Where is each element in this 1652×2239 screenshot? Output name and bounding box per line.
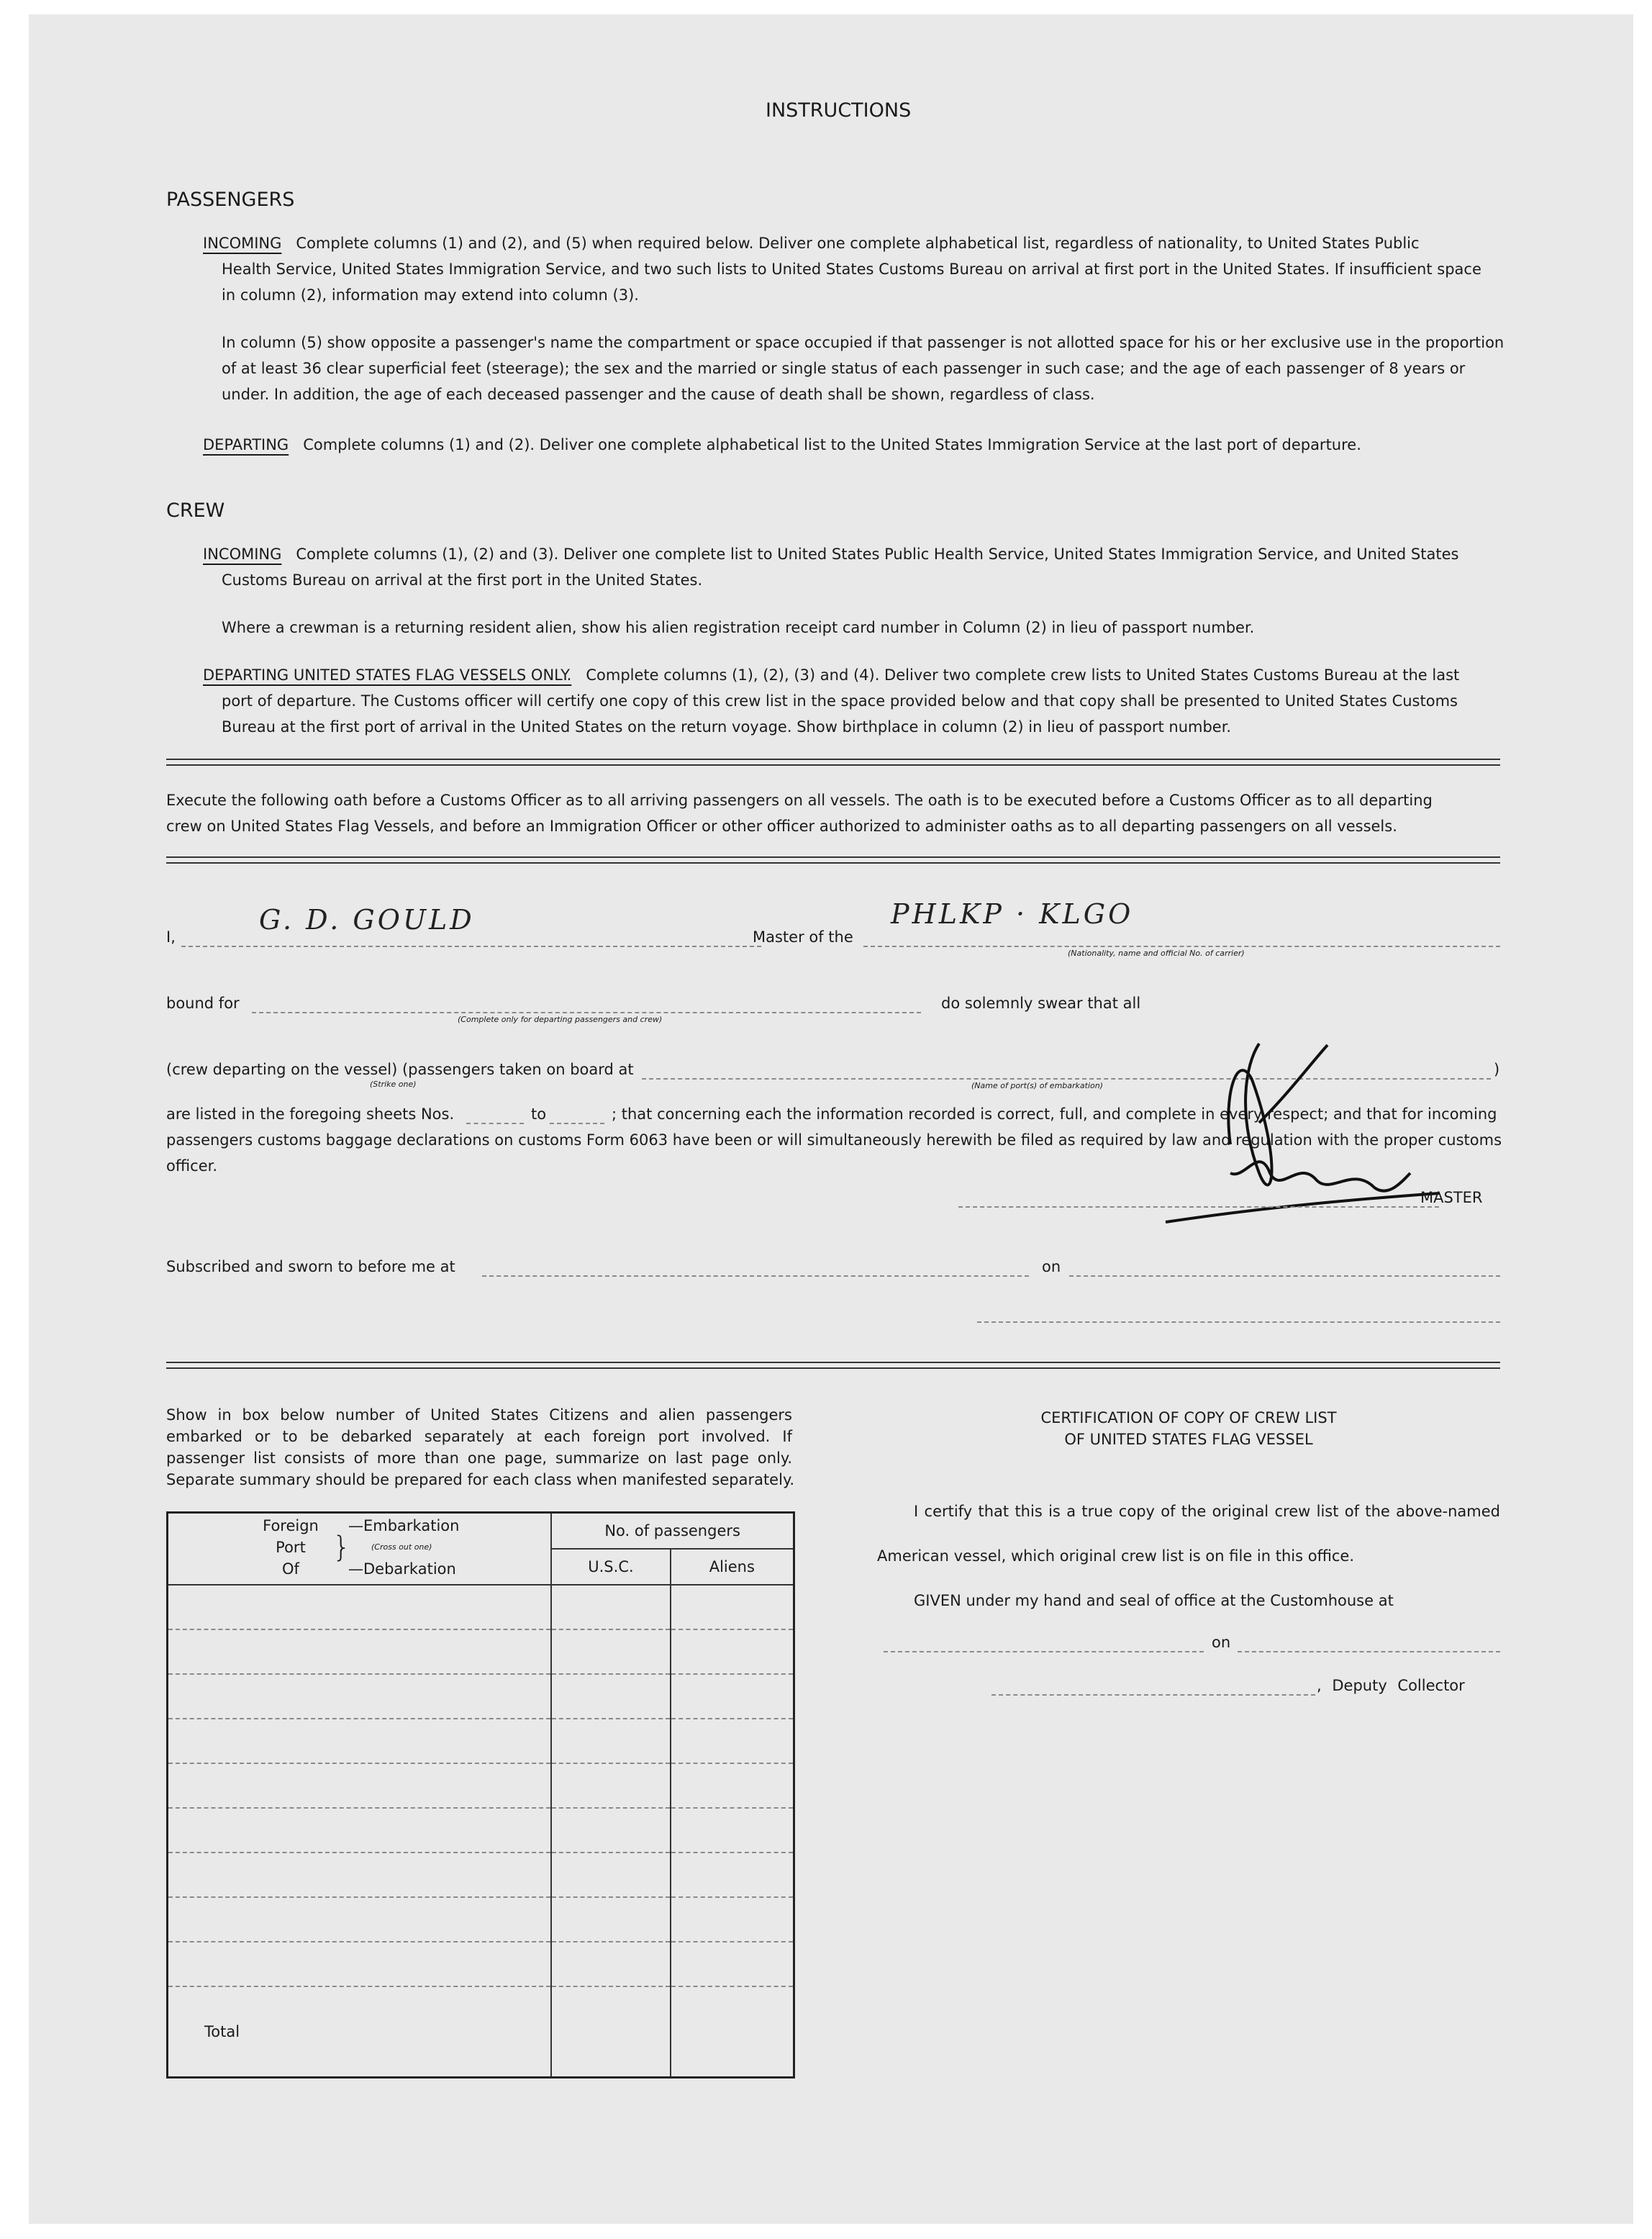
certification-title-line2: OF UNITED STATES FLAG VESSEL (1064, 1431, 1313, 1448)
customhouse-line (884, 1651, 1204, 1652)
oath-i-label: I, (166, 928, 176, 946)
master-name-value: G. D. GOULD (259, 904, 475, 936)
embarkation-label: —Embarkation (348, 1517, 460, 1534)
usc-cell[interactable] (551, 1585, 670, 1629)
aliens-cell[interactable] (671, 1585, 794, 1629)
listed-line3: officer. (166, 1157, 217, 1175)
vessel-caption: (Nationality, name and official No. of carrier) (1068, 949, 1245, 958)
certification-title-line1: CERTIFICATION OF COPY OF CREW LIST (1040, 1409, 1337, 1426)
listed-text: ; that concerning each the information recorded is correct, full, and complete in every respect; and that for incoming (612, 1105, 1497, 1123)
usc-cell[interactable] (551, 1942, 670, 1986)
summary-instr-line4: Separate summary should be prepared for each class when manifested separately. (166, 1471, 795, 1488)
passengers-departing-line (203, 432, 1361, 458)
passengers-col5-line3: under. In addition, the age of each deceased passenger and the cause of death shall be shown, regardless of class. (222, 386, 1095, 403)
crew-heading: CREW (166, 499, 225, 522)
crew-departing-line3: Bureau at the first port of arrival in the United States on the return voyage. Show birthplace in column (2) in lieu of passport number. (222, 718, 1232, 736)
certification-line2: American vessel, which original crew list is on file in this office. (877, 1547, 1355, 1565)
passengers-col5-line1: In column (5) show opposite a passenger's name the compartment or space occupied if that passenger is not allotted space for his or her exclusive use in the proportion (222, 334, 1504, 351)
passengers-incoming-line3: in column (2), information may extend into column (3). (222, 286, 639, 304)
usc-cell[interactable] (551, 1808, 670, 1853)
swear-text: do solemnly swear that all (941, 995, 1141, 1012)
master-signature (1137, 1036, 1453, 1238)
certification-date-line (1238, 1651, 1500, 1652)
usc-cell[interactable] (551, 1897, 670, 1942)
brace-icon: } (332, 1531, 351, 1564)
crew-departing-line1 (203, 662, 1459, 688)
passengers-departing-label: DEPARTING (203, 436, 289, 453)
aliens-cell[interactable] (671, 1808, 794, 1853)
deputy-collector-line (991, 1694, 1315, 1696)
vessel-value: PHLKP · KLGO (891, 898, 1134, 930)
aliens-cell[interactable] (671, 1897, 794, 1942)
master-signature-line (958, 1206, 1439, 1208)
passengers-heading: PASSENGERS (166, 189, 295, 211)
divider (166, 759, 1500, 766)
strike-caption: (Strike one) (370, 1080, 417, 1089)
bound-caption: (Complete only for departing passengers and crew) (458, 1015, 663, 1024)
master-of-label: Master of the (753, 928, 853, 946)
port-row[interactable] (168, 1674, 552, 1719)
oath-intro-line1: Execute the following oath before a Customs Officer as to all arriving passengers on all vessels. The oath is to be executed before a Customs Officer as to all departing (166, 792, 1433, 809)
usc-cell[interactable] (551, 1674, 670, 1719)
sheet-to-line (550, 1123, 604, 1124)
bound-for-label: bound for (166, 995, 240, 1012)
officer-signature-line (977, 1321, 1500, 1323)
certification-line3: GIVEN under my hand and seal of office at the Customhouse at (914, 1592, 1394, 1609)
port-row[interactable] (168, 1897, 552, 1942)
aliens-cell[interactable] (671, 1942, 794, 1986)
of-label: Of (282, 1560, 299, 1578)
foreign-port-header (168, 1513, 552, 1585)
port-row[interactable] (168, 1629, 552, 1674)
port-row[interactable] (168, 1585, 552, 1629)
passengers-col5-line2: of at least 36 clear superficial feet (steerage); the sex and the married or single status of each passenger in such case; and the age of each passenger of 8 years or (222, 360, 1466, 377)
crew-resident-text: Where a crewman is a returning resident alien, show his alien registration receipt card number in Column (2) in lieu of passport number. (222, 619, 1255, 636)
crew-passengers-text: (crew departing on the vessel) (passengers taken on board at (166, 1061, 634, 1078)
crew-incoming-line1 (203, 541, 1458, 567)
passenger-summary-table (166, 1511, 795, 2079)
no-passengers-header: No. of passengers (551, 1513, 794, 1549)
total-aliens-cell[interactable] (671, 1986, 794, 2078)
crew-departing-text1: Complete columns (1), (2), (3) and (4). Deliver two complete crew lists to United States Customs Bureau at the last (586, 666, 1460, 684)
port-caption: (Name of port(s) of embarkation) (971, 1081, 1103, 1090)
debarkation-label: —Debarkation (348, 1560, 456, 1578)
usc-cell[interactable] (551, 1629, 670, 1674)
oath-intro-line2: crew on United States Flag Vessels, and before an Immigration Officer or other officer authorized to administer oaths as to all departing passengers on all vessels. (166, 818, 1397, 835)
usc-cell[interactable] (551, 1719, 670, 1763)
aliens-cell[interactable] (671, 1674, 794, 1719)
close-paren: ) (1494, 1061, 1500, 1078)
foreign-label: Foreign (263, 1517, 319, 1534)
port-row[interactable] (168, 1853, 552, 1897)
crew-departing-label: DEPARTING UNITED STATES FLAG VESSELS ONLY. (203, 666, 572, 684)
passengers-incoming-line2: Health Service, United States Immigration Service, and two such lists to United States Customs Bureau on arrival at first port in the United States. If insufficient space (222, 261, 1481, 278)
aliens-header: Aliens (671, 1549, 794, 1585)
page-title: INSTRUCTIONS (766, 99, 912, 122)
usc-cell[interactable] (551, 1853, 670, 1897)
divider (166, 856, 1500, 864)
aliens-cell[interactable] (671, 1629, 794, 1674)
total-usc-cell[interactable] (551, 1986, 670, 2078)
passengers-incoming-label: INCOMING (203, 235, 282, 252)
form-sheet (29, 14, 1633, 2224)
crew-incoming-line2: Customs Bureau on arrival at the first port in the United States. (222, 571, 703, 589)
summary-instr-line2: embarked or to be debarked separately at each foreign port involved. If (166, 1428, 792, 1445)
crew-departing-line2: port of departure. The Customs officer will certify one copy of this crew list in the space provided below and that copy shall be presented to United States Customs (222, 692, 1458, 710)
crossout-caption: (Cross out one) (371, 1542, 432, 1552)
passengers-incoming-text1: Complete columns (1) and (2), and (5) when required below. Deliver one complete alphabetical list, regardless of nationality, to United States Public (296, 235, 1420, 252)
subscribed-on-label: on (1042, 1258, 1061, 1275)
sheet-from-line (466, 1123, 524, 1124)
listed-to-label: to (531, 1105, 547, 1123)
subscribed-date-line (1069, 1275, 1500, 1277)
certification-on-label: on (1212, 1634, 1231, 1651)
subscribed-place-line (482, 1275, 1029, 1277)
summary-instr-line1: Show in box below number of United States Citizens and alien passengers (166, 1406, 792, 1424)
usc-header: U.S.C. (551, 1549, 670, 1585)
summary-instr-line3: passenger list consists of more than one page, summarize on last page only. (166, 1449, 792, 1467)
listed-label: are listed in the foregoing sheets Nos. (166, 1105, 455, 1123)
master-name-line (181, 946, 761, 947)
aliens-cell[interactable] (671, 1719, 794, 1763)
listed-line2: passengers customs baggage declarations on customs Form 6063 have been or will simultaneously herewith be filed as required by law and regulation with the proper customs (166, 1131, 1502, 1149)
subscribed-label: Subscribed and sworn to before me at (166, 1258, 455, 1275)
aliens-cell[interactable] (671, 1763, 794, 1808)
total-label: Total (204, 2022, 240, 2040)
divider (166, 1362, 1500, 1369)
port-label: Port (276, 1539, 306, 1556)
crew-incoming-label: INCOMING (203, 546, 282, 563)
bound-for-line (252, 1012, 921, 1013)
vessel-line (863, 946, 1500, 947)
certification-line1: I certify that this is a true copy of the original crew list of the above-named (914, 1503, 1500, 1520)
passengers-incoming-line1 (203, 230, 1420, 256)
deputy-collector-label: , Deputy Collector (1317, 1677, 1465, 1694)
aliens-cell[interactable] (671, 1853, 794, 1897)
passengers-departing-text: Complete columns (1) and (2). Deliver one complete alphabetical list to the United States Immigration Service at the last port of departure. (303, 436, 1361, 453)
usc-cell[interactable] (551, 1763, 670, 1808)
port-row[interactable] (168, 1719, 552, 1763)
port-row[interactable] (168, 1763, 552, 1808)
master-label: MASTER (1420, 1189, 1483, 1206)
port-row[interactable] (168, 1808, 552, 1853)
crew-incoming-text1: Complete columns (1), (2) and (3). Deliver one complete list to United States Public Health Service, United States Immigration Service, and United States (296, 546, 1459, 563)
port-row[interactable] (168, 1942, 552, 1986)
